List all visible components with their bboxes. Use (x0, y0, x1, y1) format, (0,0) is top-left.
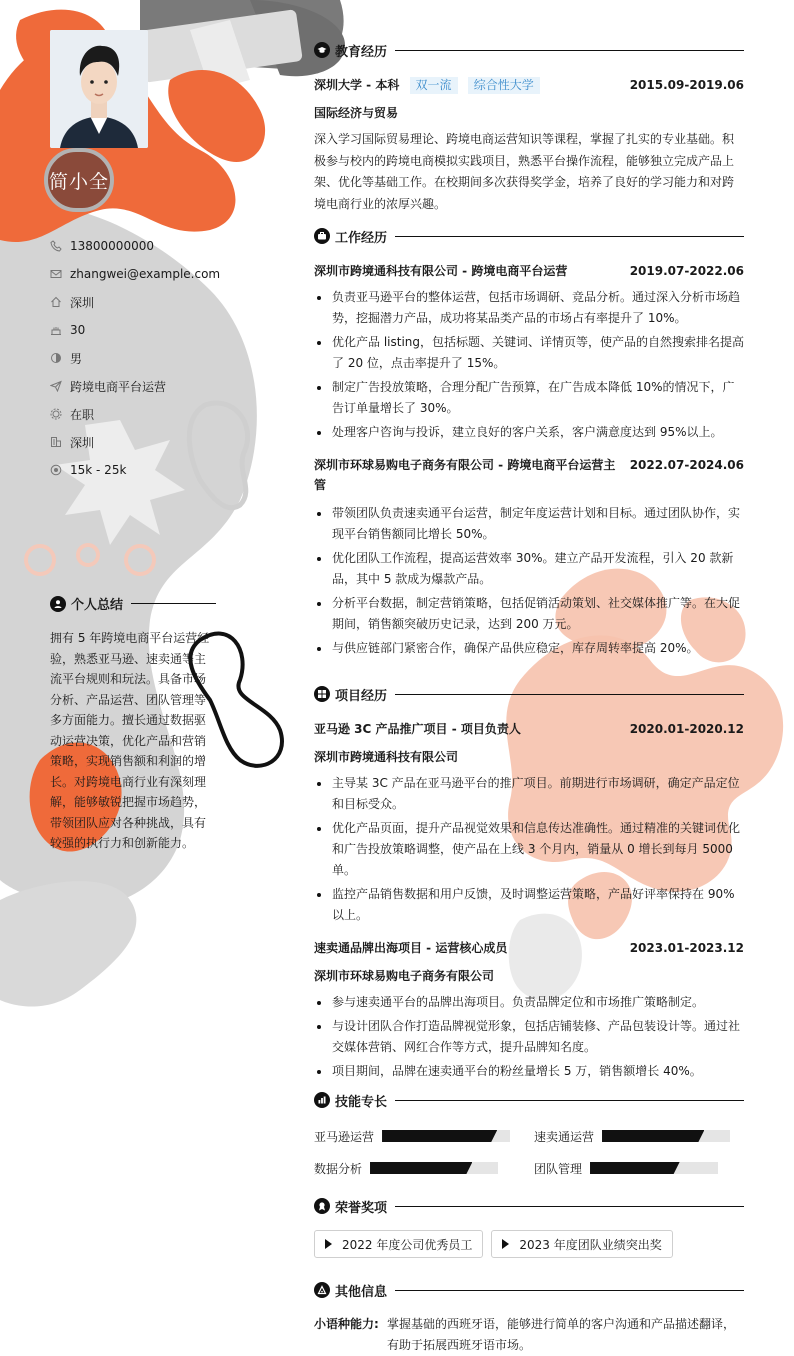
list-item: 处理客户咨询与投诉，建立良好的客户关系，客户满意度达到 95%以上。 (314, 422, 744, 443)
project-date: 2020.01-2020.12 (629, 722, 744, 736)
projects-section (314, 684, 744, 1085)
work-section (314, 226, 744, 662)
job-company: 深圳市环球易购电子商务有限公司 - 跨境电商平台运营主管 (314, 458, 616, 492)
phone-icon (50, 240, 62, 252)
info-text: 跨境电商平台运营 (70, 379, 167, 394)
work-section-header (314, 226, 744, 246)
education-section (314, 40, 744, 215)
list-item: 与设计团队合作打造品牌视觉形象，包括店铺装修、产品包装设计等。通过社交媒体营销、网红合作等方式，提升品牌知名度。 (314, 1016, 744, 1058)
school-tag: 双一流 (410, 77, 458, 94)
info-row-age (50, 316, 250, 344)
award-text: 2023 年度团队业绩突出奖 (519, 1237, 662, 1252)
section-divider (395, 1206, 744, 1207)
grid-icon (314, 686, 330, 702)
skill-item (534, 1158, 744, 1178)
info-row-city (50, 288, 250, 316)
info-row-phone (50, 232, 250, 260)
email-icon (50, 268, 62, 280)
job-bullet-list (314, 503, 744, 659)
other-info-label: 小语种能力: (314, 1317, 379, 1331)
other-info-row (314, 1314, 744, 1356)
list-item: 优化团队工作流程，提高运营效率 30%。建立产品开发流程，引入 20 款新品，其中 5 款成为爆款产品。 (314, 548, 744, 590)
school-name: 深圳大学 - 本科 (314, 78, 400, 92)
education-entry-header (314, 75, 744, 95)
major: 国际经济与贸易 (314, 106, 399, 120)
skill-bar (370, 1162, 498, 1174)
list-item: 带领团队负责速卖通平台运营，制定年度运营计划和目标。通过团队协作，实现平台销售额同比增长 50%。 (314, 503, 744, 545)
education-date: 2015.09-2019.06 (629, 78, 744, 92)
job-entry-header (314, 261, 744, 281)
name-badge (44, 148, 114, 212)
award-item (491, 1230, 672, 1258)
list-item: 负责亚马逊平台的整体运营，包括市场调研、竞品分析。通过深入分析市场趋势，挖掘潜力产品，成功将某品类产品的市场占有率提升了 10%。 (314, 287, 744, 329)
info-text: 在职 (70, 407, 95, 422)
skill-name: 团队管理 (534, 1161, 583, 1176)
list-item: 项目期间，品牌在速卖通平台的粉丝量增长 5 万，销售额增长 40%。 (314, 1061, 744, 1082)
awards-section-header (314, 1196, 744, 1216)
info-text: 15k - 25k (70, 463, 127, 477)
info-text: 30 (70, 323, 86, 337)
skill-item (314, 1158, 534, 1178)
skill-bar-fill (382, 1130, 497, 1142)
skill-bar-fill (370, 1162, 472, 1174)
award-icon (314, 1198, 330, 1214)
section-divider (395, 694, 744, 695)
job-bullet-list (314, 287, 744, 443)
project-date: 2023.01-2023.12 (629, 941, 744, 955)
project-org: 深圳市跨境通科技有限公司 (314, 750, 459, 764)
skill-name: 速卖通运营 (534, 1129, 595, 1144)
education-description: 深入学习国际贸易理论、跨境电商运营知识等课程，掌握了扎实的专业基础。积极参与校内的跨境电商模拟实践项目，熟悉平台操作流程，能够独立完成产品上架、优化等基础工作。在校期间多次获得奖学金，培养了良好的学习能力和对跨境电商行业的浓厚兴趣。 (314, 132, 735, 211)
skill-item (314, 1126, 534, 1146)
skill-item (534, 1126, 744, 1146)
other-section (314, 1280, 744, 1356)
summary-section-header (50, 594, 216, 613)
section-title: 荣誉奖项 (335, 1200, 388, 1216)
graduation-cap-icon (314, 42, 330, 58)
contact-info-list (50, 232, 250, 484)
list-item: 主导某 3C 产品在亚马逊平台的推广项目。前期进行市场调研，确定产品定位和目标受众。 (314, 773, 744, 815)
section-title: 个人总结 (71, 598, 124, 613)
project-name: 亚马逊 3C 产品推广项目 - 项目负责人 (314, 722, 521, 736)
school-tag: 综合性大学 (468, 77, 540, 94)
section-divider (395, 236, 744, 237)
skill-bar (382, 1130, 510, 1142)
info-row-position (50, 372, 250, 400)
info-row-work-city (50, 428, 250, 456)
section-title: 工作经历 (335, 230, 388, 246)
job-date: 2022.07-2024.06 (629, 458, 744, 472)
info-icon (314, 1282, 330, 1298)
job-company: 深圳市跨境通科技有限公司 - 跨境电商平台运营 (314, 264, 568, 278)
awards-list (314, 1230, 744, 1258)
status-icon (50, 408, 62, 420)
info-row-salary (50, 456, 250, 484)
person-photo-icon (50, 30, 148, 148)
info-text: 13800000000 (70, 239, 154, 253)
skills-section-header (314, 1090, 744, 1110)
job-date: 2019.07-2022.06 (629, 264, 744, 278)
list-item: 监控产品销售数据和用户反馈，及时调整运营策略，产品好评率保持在 90%以上。 (314, 884, 744, 926)
other-section-header (314, 1280, 744, 1300)
projects-section-header (314, 684, 744, 704)
project-entry-header (314, 938, 744, 958)
awards-section (314, 1196, 744, 1258)
skill-bar-fill (590, 1162, 680, 1174)
job-entry-header (314, 455, 744, 495)
list-item: 优化产品 listing，包括标题、关键词、详情页等，使产品的自然搜索排名提高了 20 位，点击率提升了 15%。 (314, 332, 744, 374)
education-section-header (314, 40, 744, 60)
building-icon (50, 436, 62, 448)
send-icon (50, 380, 62, 392)
info-text: 深圳 (70, 295, 95, 310)
other-info-text: 掌握基础的西班牙语，能够进行简单的客户沟通和产品描述翻译，有助于拓展西班牙语市场。 (387, 1317, 736, 1352)
list-item: 参与速卖通平台的品牌出海项目。负责品牌定位和市场推广策略制定。 (314, 992, 744, 1013)
info-row-status (50, 400, 250, 428)
project-bullet-list (314, 773, 744, 926)
bar-chart-icon (314, 1092, 330, 1108)
section-divider (395, 1290, 744, 1291)
section-divider (131, 603, 216, 604)
section-title: 教育经历 (335, 44, 388, 60)
skill-bar (602, 1130, 730, 1142)
candidate-name: 简小全 (48, 170, 109, 193)
salary-icon (50, 464, 62, 476)
list-item: 制定广告投放策略，合理分配广告预算，在广告成本降低 10%的情况下，广告订单量增长了 30%。 (314, 377, 744, 419)
award-text: 2022 年度公司优秀员工 (342, 1237, 473, 1252)
user-icon (50, 596, 66, 612)
skill-name: 数据分析 (314, 1161, 363, 1176)
avatar-photo (50, 30, 148, 148)
skills-grid (314, 1126, 744, 1178)
summary-text: 拥有 5 年跨境电商平台运营经验，熟悉亚马逊、速卖通等主流平台规则和玩法。具备市场分析、产品运营、团队管理等多方面能力。擅长通过数据驱动运营决策，优化产品和营销策略，实现销售额和利润的增长。对跨境电商行业有深刻理解，能够敏锐把握市场趋势，带领团队应对各种挑战，具有较强的执行力和创新能力。 (50, 631, 210, 850)
section-divider (395, 1100, 744, 1101)
home-icon (50, 296, 62, 308)
section-title: 技能专长 (335, 1094, 388, 1110)
list-item: 优化产品页面，提升产品视觉效果和信息传达准确性。通过精准的关键词优化和广告投放策略调整，使产品在上线 3 个月内，销量从 0 增长到每月 5000 单。 (314, 818, 744, 881)
project-entry-header (314, 719, 744, 739)
skill-bar-fill (602, 1130, 704, 1142)
skill-bar (590, 1162, 718, 1174)
info-row-gender (50, 344, 250, 372)
skills-section (314, 1090, 744, 1178)
play-triangle-icon (325, 1239, 332, 1249)
section-title: 其他信息 (335, 1284, 388, 1300)
gender-icon (50, 352, 62, 364)
section-divider (395, 50, 744, 51)
list-item: 与供应链部门紧密合作，确保产品供应稳定，库存周转率提高 20%。 (314, 638, 744, 659)
briefcase-icon (314, 228, 330, 244)
play-triangle-icon (502, 1239, 509, 1249)
section-title: 项目经历 (335, 688, 388, 704)
list-item: 分析平台数据，制定营销策略，包括促销活动策划、社交媒体推广等。在大促期间，销售额突破历史记录，达到 200 万元。 (314, 593, 744, 635)
project-org: 深圳市环球易购电子商务有限公司 (314, 969, 495, 983)
project-bullet-list (314, 992, 744, 1082)
info-text: zhangwei@example.com (70, 267, 221, 281)
skill-name: 亚马逊运营 (314, 1129, 375, 1144)
info-text: 男 (70, 351, 83, 366)
project-name: 速卖通品牌出海项目 - 运营核心成员 (314, 941, 508, 955)
info-row-email (50, 260, 250, 288)
info-text: 深圳 (70, 435, 95, 450)
award-item (314, 1230, 483, 1258)
age-icon (50, 324, 62, 336)
